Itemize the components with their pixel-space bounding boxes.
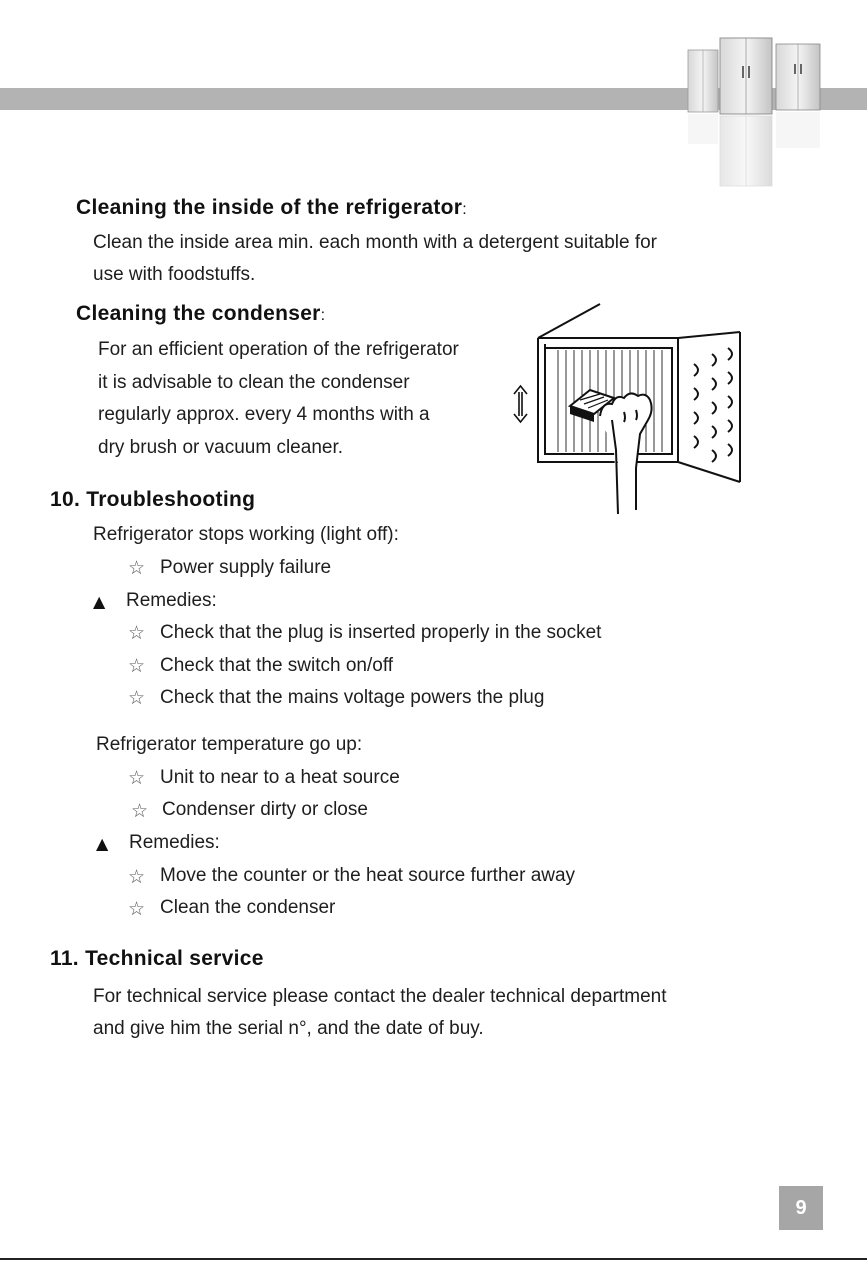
condenser-cleaning-illustration	[508, 296, 752, 528]
cleaning-condenser-line-2: it is advisable to clean the condenser	[98, 372, 410, 393]
star-icon: ☆	[128, 866, 146, 888]
refrigerators-image	[686, 36, 826, 196]
case2-cause-2: Condenser dirty or close	[162, 799, 368, 820]
technical-service-heading: 11. Technical service	[50, 947, 264, 970]
case1-remedy-2: Check that the switch on/off	[160, 655, 394, 676]
star-icon: ☆	[128, 898, 146, 920]
cleaning-inside-heading-colon: :	[462, 201, 468, 218]
case1-remedy-1: Check that the plug is inserted properly in the socket	[160, 622, 602, 643]
case1-remedies-label: Remedies:	[126, 590, 217, 611]
page-number: 9	[779, 1186, 823, 1230]
cleaning-condenser-line-3: regularly approx. every 4 months with a	[98, 404, 430, 425]
case2-remedies-label: Remedies:	[129, 832, 220, 853]
troubleshooting-heading: 10. Troubleshooting	[50, 488, 256, 511]
case1-cause-1: Power supply failure	[160, 557, 332, 578]
cleaning-condenser-heading	[76, 302, 325, 326]
technical-service-line-1: For technical service please contact the dealer technical department	[93, 986, 667, 1007]
cleaning-inside-line-2: use with foodstuffs.	[93, 264, 256, 285]
technical-service-line-2: and give him the serial n°, and the date of buy.	[93, 1018, 484, 1039]
case2-title: Refrigerator temperature go up:	[96, 734, 363, 755]
star-icon: ☆	[128, 655, 146, 677]
star-icon: ☆	[128, 687, 146, 709]
bottom-divider	[0, 1258, 867, 1260]
cleaning-condenser-heading-colon: :	[320, 307, 326, 324]
cleaning-condenser-line-1: For an efficient operation of the refrigerator	[98, 339, 459, 360]
case2-remedy-2: Clean the condenser	[160, 897, 336, 918]
triangle-bullet-icon: ▲	[93, 592, 106, 611]
cleaning-inside-line-1: Clean the inside area min. each month with a detergent suitable for	[93, 232, 657, 253]
star-icon: ☆	[128, 767, 146, 789]
cleaning-condenser-heading-text: Cleaning the condenser	[76, 302, 321, 325]
cleaning-condenser-line-4: dry brush or vacuum cleaner.	[98, 437, 344, 458]
up-down-arrow-icon	[514, 386, 527, 422]
cleaning-inside-heading-text: Cleaning the inside of the refrigerator	[76, 196, 463, 219]
case2-remedy-1: Move the counter or the heat source further away	[160, 865, 576, 886]
star-icon: ☆	[128, 622, 146, 644]
cleaning-inside-heading	[76, 196, 467, 220]
star-icon: ☆	[128, 557, 146, 579]
triangle-bullet-icon: ▲	[96, 834, 109, 853]
case2-cause-1: Unit to near to a heat source	[160, 767, 400, 788]
case1-title: Refrigerator stops working (light off):	[93, 524, 399, 545]
case1-remedy-3: Check that the mains voltage powers the plug	[160, 687, 545, 708]
star-icon: ☆	[131, 800, 149, 822]
